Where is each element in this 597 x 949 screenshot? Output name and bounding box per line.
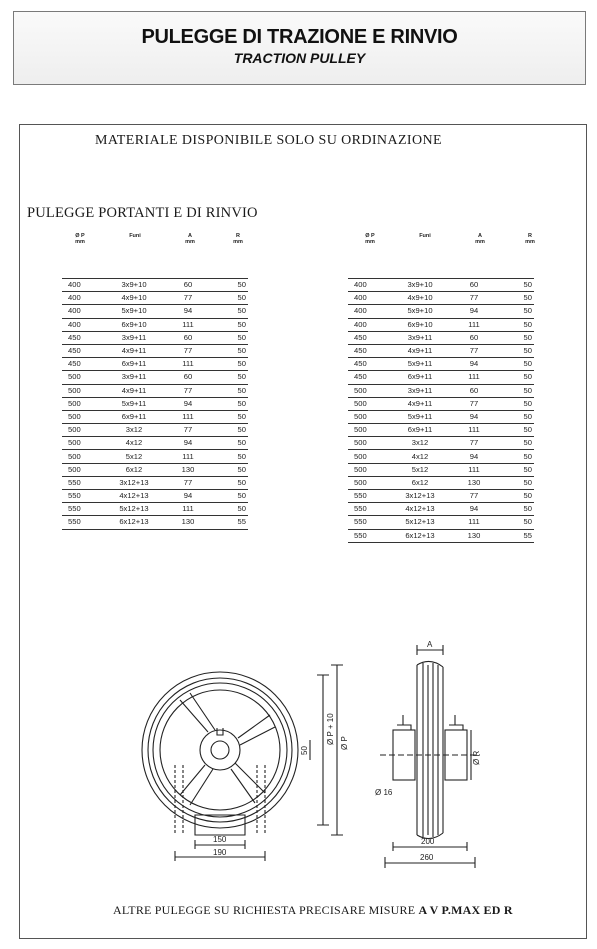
cell-ropes: 5x9+10	[102, 305, 166, 318]
dim-d16-label: Ø 16	[375, 788, 393, 797]
cell-diameter: 400	[348, 318, 388, 331]
table-row	[348, 344, 534, 357]
table-row	[348, 424, 534, 437]
cell-diameter: 500	[62, 450, 102, 463]
table-row	[62, 410, 248, 423]
cell-a: 94	[166, 305, 210, 318]
cell-a: 77	[166, 344, 210, 357]
cell-ropes: 6x12	[388, 476, 452, 489]
cell-a: 111	[166, 410, 210, 423]
cell-diameter: 400	[62, 318, 102, 331]
cell-a: 77	[452, 490, 496, 503]
cell-r: 50	[210, 437, 248, 450]
cell-ropes: 3x9+10	[388, 279, 452, 292]
cell-a: 111	[452, 424, 496, 437]
cell-a: 94	[452, 305, 496, 318]
cell-diameter: 500	[348, 397, 388, 410]
cell-ropes: 4x9+11	[388, 397, 452, 410]
cell-diameter: 400	[62, 279, 102, 292]
cell-r: 50	[210, 476, 248, 489]
dim-a-label: A	[427, 640, 433, 649]
cell-r: 50	[210, 371, 248, 384]
cell-a: 94	[452, 450, 496, 463]
cell-ropes: 4x12+13	[388, 503, 452, 516]
cell-r: 50	[210, 503, 248, 516]
page-subtitle: TRACTION PULLEY	[233, 50, 366, 66]
table-row	[62, 279, 248, 292]
left-pulley-table	[62, 278, 248, 530]
table-row	[348, 463, 534, 476]
dim-dp-label: Ø P	[340, 736, 349, 750]
cell-a: 60	[166, 279, 210, 292]
dim-dp10-label: Ø P + 10	[326, 713, 335, 745]
dim-50-label: 50	[300, 746, 309, 755]
table-row	[348, 371, 534, 384]
table-row	[62, 476, 248, 489]
cell-r: 50	[496, 516, 534, 529]
cell-ropes: 5x9+10	[388, 305, 452, 318]
cell-r: 50	[496, 437, 534, 450]
cell-ropes: 5x12	[388, 463, 452, 476]
cell-a: 77	[166, 476, 210, 489]
cell-ropes: 6x9+11	[388, 424, 452, 437]
cell-ropes: 3x9+10	[102, 279, 166, 292]
table-row	[62, 358, 248, 371]
cell-r: 50	[496, 503, 534, 516]
cell-diameter: 550	[348, 516, 388, 529]
table-row	[62, 450, 248, 463]
table-row	[348, 503, 534, 516]
cell-r: 50	[496, 371, 534, 384]
cell-diameter: 500	[62, 397, 102, 410]
section-title: PULEGGE PORTANTI E DI RINVIO	[27, 205, 258, 221]
table-row	[62, 397, 248, 410]
cell-a: 77	[452, 437, 496, 450]
cell-ropes: 4x9+10	[388, 292, 452, 305]
table-row	[348, 279, 534, 292]
cell-diameter: 500	[62, 463, 102, 476]
table-row	[62, 463, 248, 476]
cell-r: 50	[496, 279, 534, 292]
table-row	[348, 292, 534, 305]
cell-r: 50	[210, 397, 248, 410]
table-row	[348, 358, 534, 371]
cell-ropes: 3x12	[102, 424, 166, 437]
cell-ropes: 3x9+11	[102, 331, 166, 344]
table-row	[62, 437, 248, 450]
cell-a: 94	[452, 410, 496, 423]
cell-ropes: 6x9+11	[388, 371, 452, 384]
cell-ropes: 4x12	[388, 450, 452, 463]
cell-r: 50	[496, 450, 534, 463]
cell-diameter: 400	[348, 279, 388, 292]
table-row	[62, 384, 248, 397]
custom-order-note: ALTRE PULEGGE SU RICHIESTA PRECISARE MISURE A V P.MAX ED R	[113, 903, 513, 917]
page-header	[13, 11, 586, 85]
cell-r: 50	[496, 344, 534, 357]
cell-r: 50	[210, 463, 248, 476]
cell-ropes: 4x12	[102, 437, 166, 450]
cell-diameter: 400	[62, 292, 102, 305]
pulley-technical-drawing	[135, 635, 481, 885]
cell-ropes: 3x9+11	[102, 371, 166, 384]
table-row	[62, 318, 248, 331]
cell-r: 50	[210, 279, 248, 292]
page-title: PULEGGE DI TRAZIONE E RINVIO	[141, 26, 458, 48]
cell-diameter: 550	[348, 490, 388, 503]
table-row	[62, 490, 248, 503]
cell-ropes: 6x12+13	[388, 529, 452, 542]
cell-r: 50	[210, 318, 248, 331]
cell-ropes: 4x9+10	[102, 292, 166, 305]
cell-r: 50	[210, 424, 248, 437]
dim-200-label: 200	[421, 837, 435, 846]
cell-ropes: 4x9+11	[388, 344, 452, 357]
table-row	[62, 371, 248, 384]
pulley-side-view	[380, 661, 480, 838]
order-only-notice: MATERIALE DISPONIBILE SOLO SU ORDINAZIONE	[95, 133, 442, 148]
cell-a: 94	[166, 397, 210, 410]
cell-ropes: 6x9+11	[102, 358, 166, 371]
dim-dr-label: Ø R	[472, 750, 481, 765]
cell-a: 77	[452, 344, 496, 357]
cell-diameter: 450	[62, 344, 102, 357]
table-row	[348, 476, 534, 489]
cell-r: 50	[210, 490, 248, 503]
cell-r: 50	[496, 476, 534, 489]
right-head-r: R mm	[525, 233, 535, 245]
cell-a: 60	[452, 331, 496, 344]
table-row	[348, 529, 534, 542]
left-head-ropes: Funi	[129, 233, 141, 239]
cell-diameter: 400	[62, 305, 102, 318]
cell-ropes: 4x12+13	[102, 490, 166, 503]
cell-diameter: 500	[62, 384, 102, 397]
cell-a: 60	[166, 371, 210, 384]
dim-190-label: 190	[213, 848, 227, 857]
cell-ropes: 3x9+11	[388, 384, 452, 397]
left-head-r: R mm	[233, 233, 243, 245]
cell-diameter: 550	[62, 476, 102, 489]
scanned-document	[19, 124, 587, 939]
cell-ropes: 6x9+11	[102, 410, 166, 423]
cell-r: 50	[496, 384, 534, 397]
cell-diameter: 450	[348, 331, 388, 344]
table-row	[348, 410, 534, 423]
cell-r: 50	[496, 358, 534, 371]
cell-a: 130	[452, 529, 496, 542]
cell-a: 60	[452, 384, 496, 397]
table-row	[62, 331, 248, 344]
cell-a: 111	[166, 503, 210, 516]
dim-150-label: 150	[213, 835, 227, 844]
cell-a: 77	[166, 384, 210, 397]
cell-diameter: 500	[348, 410, 388, 423]
pulley-front-view	[142, 672, 298, 835]
cell-a: 94	[166, 490, 210, 503]
cell-diameter: 450	[62, 358, 102, 371]
cell-diameter: 500	[62, 437, 102, 450]
cell-ropes: 3x12	[388, 437, 452, 450]
table-row	[348, 490, 534, 503]
cell-a: 77	[166, 424, 210, 437]
cell-diameter: 450	[62, 331, 102, 344]
cell-a: 130	[452, 476, 496, 489]
cell-r: 50	[210, 305, 248, 318]
cell-diameter: 550	[62, 516, 102, 529]
cell-a: 60	[452, 279, 496, 292]
cell-r: 50	[210, 331, 248, 344]
cell-a: 77	[166, 292, 210, 305]
cell-diameter: 450	[348, 344, 388, 357]
table-row	[348, 397, 534, 410]
cell-a: 60	[166, 331, 210, 344]
cell-r: 50	[496, 490, 534, 503]
table-row	[62, 516, 248, 529]
cell-r: 55	[496, 529, 534, 542]
cell-ropes: 6x9+10	[102, 318, 166, 331]
left-head-diameter: Ø P mm	[75, 233, 85, 245]
cell-r: 50	[496, 305, 534, 318]
table-row	[348, 305, 534, 318]
cell-ropes: 4x9+11	[102, 384, 166, 397]
cell-a: 130	[166, 463, 210, 476]
cell-r: 55	[210, 516, 248, 529]
table-row	[62, 344, 248, 357]
cell-diameter: 400	[348, 305, 388, 318]
table-row	[62, 503, 248, 516]
table-row	[348, 318, 534, 331]
cell-diameter: 500	[348, 476, 388, 489]
cell-diameter: 450	[348, 358, 388, 371]
cell-diameter: 450	[348, 371, 388, 384]
table-row	[62, 292, 248, 305]
cell-ropes: 6x9+10	[388, 318, 452, 331]
cell-r: 50	[210, 344, 248, 357]
table-row	[348, 516, 534, 529]
cell-a: 77	[452, 292, 496, 305]
cell-r: 50	[210, 450, 248, 463]
cell-ropes: 3x12+13	[102, 476, 166, 489]
cell-diameter: 550	[62, 503, 102, 516]
cell-diameter: 500	[62, 424, 102, 437]
cell-r: 50	[496, 292, 534, 305]
cell-ropes: 6x12	[102, 463, 166, 476]
cell-r: 50	[496, 463, 534, 476]
cell-diameter: 500	[348, 424, 388, 437]
cell-a: 77	[452, 397, 496, 410]
right-pulley-table	[348, 278, 534, 543]
cell-r: 50	[496, 410, 534, 423]
right-head-diameter: Ø P mm	[365, 233, 375, 245]
cell-a: 94	[452, 358, 496, 371]
cell-r: 50	[210, 410, 248, 423]
cell-a: 111	[452, 516, 496, 529]
cell-a: 111	[452, 318, 496, 331]
cell-ropes: 6x12+13	[102, 516, 166, 529]
right-head-ropes: Funi	[419, 233, 431, 239]
cell-diameter: 500	[348, 437, 388, 450]
cell-a: 111	[166, 318, 210, 331]
cell-a: 130	[166, 516, 210, 529]
table-row	[348, 331, 534, 344]
right-head-a: A mm	[475, 233, 485, 245]
cell-diameter: 500	[348, 463, 388, 476]
cell-diameter: 500	[348, 450, 388, 463]
cell-a: 111	[452, 463, 496, 476]
cell-ropes: 5x9+11	[388, 410, 452, 423]
cell-a: 94	[452, 503, 496, 516]
cell-r: 50	[496, 397, 534, 410]
cell-r: 50	[210, 292, 248, 305]
cell-ropes: 3x12+13	[388, 490, 452, 503]
cell-a: 94	[166, 437, 210, 450]
cell-ropes: 5x12+13	[388, 516, 452, 529]
cell-ropes: 5x12+13	[102, 503, 166, 516]
table-row	[62, 424, 248, 437]
cell-r: 50	[496, 424, 534, 437]
cell-a: 111	[166, 358, 210, 371]
table-row	[348, 437, 534, 450]
cell-ropes: 3x9+11	[388, 331, 452, 344]
dim-260-label: 260	[420, 853, 434, 862]
cell-diameter: 400	[348, 292, 388, 305]
cell-a: 111	[166, 450, 210, 463]
cell-diameter: 550	[62, 490, 102, 503]
cell-ropes: 5x12	[102, 450, 166, 463]
cell-diameter: 550	[348, 529, 388, 542]
cell-diameter: 500	[62, 371, 102, 384]
cell-r: 50	[210, 384, 248, 397]
cell-r: 50	[210, 358, 248, 371]
cell-diameter: 500	[348, 384, 388, 397]
table-row	[348, 450, 534, 463]
cell-a: 111	[452, 371, 496, 384]
cell-ropes: 5x9+11	[102, 397, 166, 410]
table-row	[348, 384, 534, 397]
left-head-a: A mm	[185, 233, 195, 245]
cell-r: 50	[496, 318, 534, 331]
cell-diameter: 500	[62, 410, 102, 423]
cell-ropes: 4x9+11	[102, 344, 166, 357]
cell-r: 50	[496, 331, 534, 344]
cell-ropes: 5x9+11	[388, 358, 452, 371]
cell-diameter: 550	[348, 503, 388, 516]
table-row	[62, 305, 248, 318]
